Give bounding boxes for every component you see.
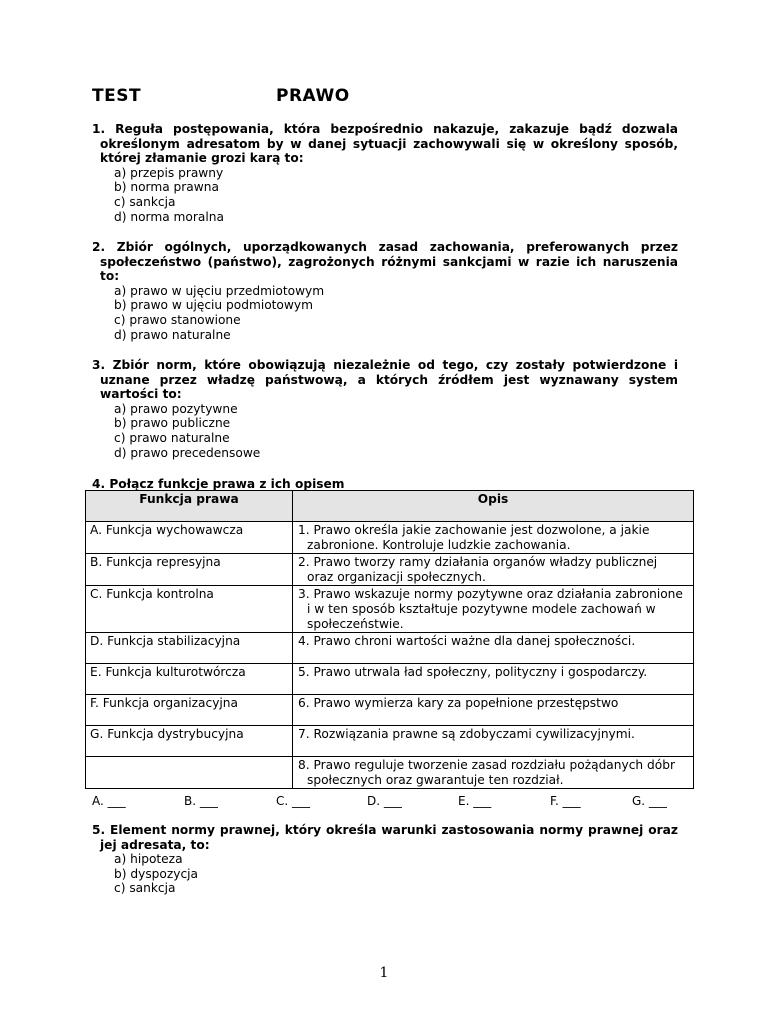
answer-blank-d[interactable]: D. ___: [367, 794, 402, 808]
option-d: d) prawo naturalne: [114, 327, 231, 342]
option-a: a) hipoteza: [114, 852, 183, 867]
function-cell: [86, 757, 293, 789]
header-function: Funkcja prawa: [86, 491, 293, 522]
table-row: [86, 633, 694, 664]
question-4-title: 4. Połącz funkcje prawa z ich opisem: [92, 477, 345, 491]
question-2-stem: 2. Zbiór ogólnych, uporządkowanych zasad zachowania, preferowanych przez społeczeństwo (państwo), zagrożonych różnymi sankcjami w razie ich naruszenia to:: [92, 240, 678, 284]
table-row: [86, 522, 694, 554]
matching-table: [85, 490, 694, 789]
option-c: c) prawo stanowione: [114, 312, 241, 327]
function-cell: G. Funkcja dystrybucyjna: [86, 726, 293, 757]
function-cell: D. Funkcja stabilizacyjna: [86, 633, 293, 664]
header-description: Opis: [293, 491, 694, 522]
answer-blank-c[interactable]: C. ___: [276, 794, 311, 808]
option-a: a) prawo w ujęciu przedmiotowym: [114, 283, 325, 298]
question-3-options: [92, 402, 678, 460]
question-1-options: [92, 166, 678, 224]
question-5-stem: 5. Element normy prawnej, który określa warunki zastosowania normy prawnej oraz jej adresata, to:: [92, 823, 678, 852]
question-3: [92, 358, 678, 460]
option-c: c) sankcja: [114, 881, 176, 896]
description-cell: 3. Prawo wskazuje normy pozytywne oraz działania zabronione i w ten sposób kształtuje pozytywne modele zachowań w społeczeństwie.: [293, 586, 694, 633]
answer-blank-e[interactable]: E. ___: [458, 794, 492, 808]
question-2: [92, 240, 678, 342]
option-d: d) prawo precedensowe: [114, 445, 261, 460]
function-cell: A. Funkcja wychowawcza: [86, 522, 293, 554]
description-cell: 2. Prawo tworzy ramy działania organów władzy publicznej oraz organizacji społecznych.: [293, 554, 694, 586]
question-5-options: [92, 852, 678, 896]
table-row: [86, 554, 694, 586]
description-cell: 8. Prawo reguluje tworzenie zasad rozdziału pożądanych dóbr społecznych oraz gwarantuje ten rozdział.: [293, 757, 694, 789]
function-cell: C. Funkcja kontrolna: [86, 586, 293, 633]
description-cell: 1. Prawo określa jakie zachowanie jest dozwolone, a jakie zabronione. Kontroluje ludzkie zachowania.: [293, 522, 694, 554]
table-row: [86, 757, 694, 789]
question-2-options: [92, 284, 678, 342]
answer-blank-a[interactable]: A. ___: [92, 794, 126, 808]
description-cell: 7. Rozwiązania prawne są zdobyczami cywilizacyjnymi.: [293, 726, 694, 757]
page-number: 1: [379, 965, 389, 981]
description-cell: 4. Prawo chroni wartości ważne dla danej społeczności.: [293, 633, 694, 664]
function-cell: B. Funkcja represyjna: [86, 554, 293, 586]
answer-blank-f[interactable]: F. ___: [550, 794, 581, 808]
option-b: b) prawo w ujęciu podmiotowym: [114, 298, 313, 313]
title-test: TEST: [92, 86, 142, 106]
description-cell: 6. Prawo wymierza kary za popełnione przestępstwo: [293, 695, 694, 726]
function-cell: E. Funkcja kulturotwórcza: [86, 664, 293, 695]
answer-blank-g[interactable]: G. ___: [632, 794, 667, 808]
question-5: [92, 823, 678, 896]
option-a: a) prawo pozytywne: [114, 401, 238, 416]
table-row: [86, 726, 694, 757]
option-c: c) sankcja: [114, 194, 176, 209]
answer-blank-b[interactable]: B. ___: [184, 794, 218, 808]
table-header-row: [86, 491, 694, 522]
table-row: [86, 586, 694, 633]
question-1-stem: 1. Reguła postępowania, która bezpośrednio nakazuje, zakazuje bądź dozwala określonym adresatom by w danej sytuacji zachowywali się w określony sposób, której złamanie grozi karą to:: [92, 122, 678, 166]
description-cell: 5. Prawo utrwala ład społeczny, polityczny i gospodarczy.: [293, 664, 694, 695]
title-prawo: PRAWO: [276, 86, 350, 106]
option-d: d) norma moralna: [114, 209, 224, 224]
option-a: a) przepis prawny: [114, 165, 224, 180]
table-row: [86, 664, 694, 695]
question-3-stem: 3. Zbiór norm, które obowiązują niezależnie od tego, czy zostały potwierdzone i uznane przez władzę państwową, a których źródłem jest wyznawany system wartości to:: [92, 358, 678, 402]
function-cell: F. Funkcja organizacyjna: [86, 695, 293, 726]
question-1: [92, 122, 678, 224]
option-b: b) dyspozycja: [114, 866, 199, 881]
option-c: c) prawo naturalne: [114, 430, 230, 445]
option-b: b) prawo publiczne: [114, 416, 231, 431]
option-b: b) norma prawna: [114, 180, 219, 195]
table-row: [86, 695, 694, 726]
